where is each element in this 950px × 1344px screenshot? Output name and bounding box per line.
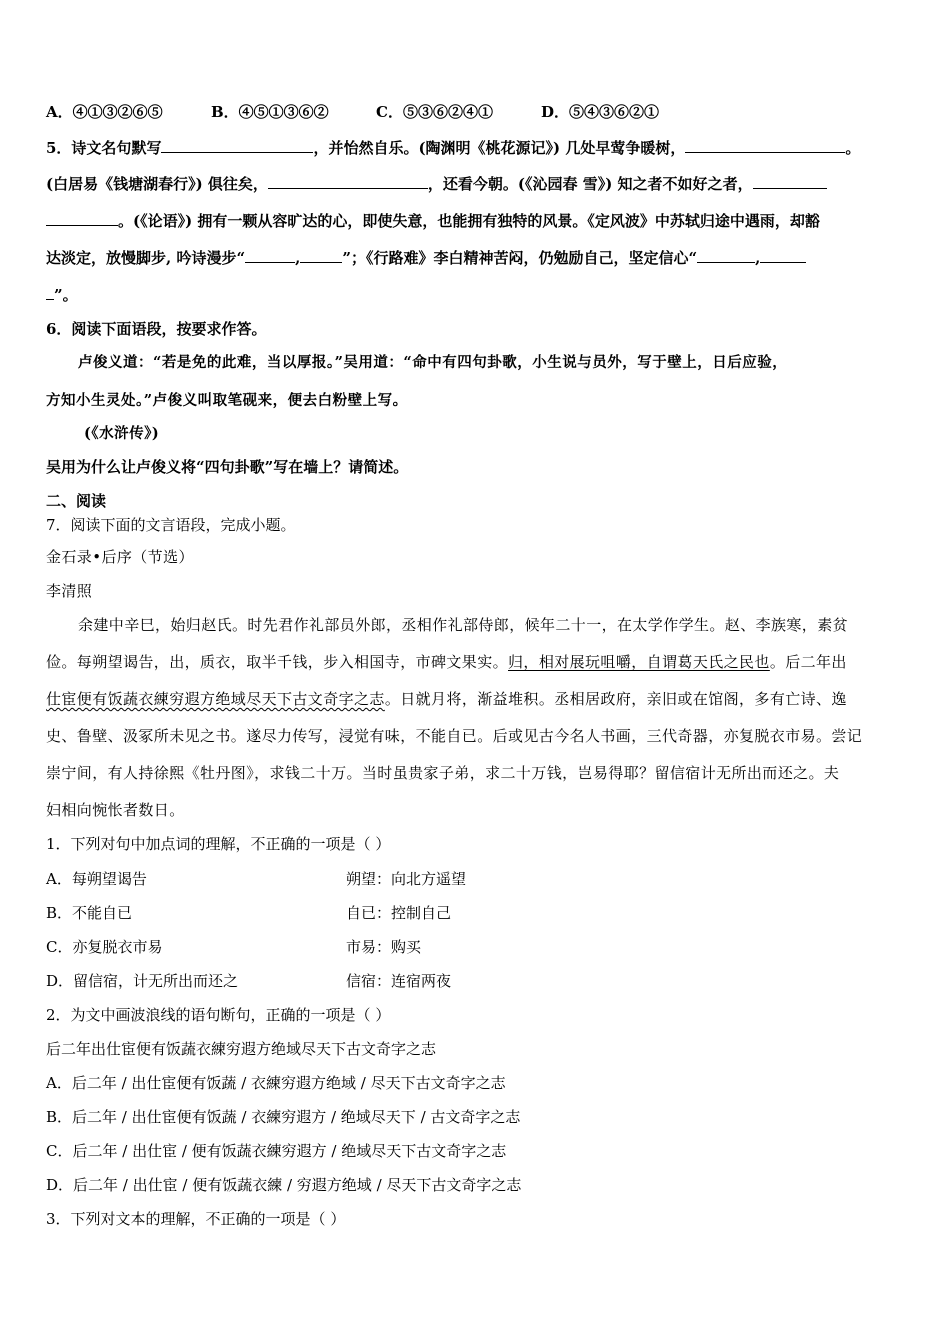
passage-text: 。日就月将，渐益堆积。丞相居政府，亲旧或在馆阁，多有亡诗、逸 (384, 690, 847, 708)
q7-work-title: 金石录•后序（节选） (46, 548, 194, 566)
q4-option-d: D．⑤④③⑥②① (541, 103, 660, 121)
sub1-option-c[interactable] (46, 936, 910, 958)
q6-question: 吴用为什么让卢俊义将“四句卦歌”写在墙上？请简述。 (46, 458, 409, 476)
passage-text: 。后二年出 (769, 653, 847, 671)
q5-text: 。(《论语》) 拥有一颗从容旷达的心，即使失意，也能拥有独特的风景。《定风波》中苏轼归途中遇雨，却豁 (118, 212, 820, 230)
option-gloss: 市易：购买 (346, 938, 422, 956)
q5-text: ，还看今朝。(《沁园春 雪》) 知之者不如好之者， (427, 175, 753, 193)
answer-blank[interactable] (300, 246, 342, 263)
q7-passage-line-1: 余建中辛巳，始归赵氏。时先君作礼部员外郎，丞相作礼部侍郎，候年二十一，在太学作学生。赵、李族寒，素贫 (78, 616, 849, 634)
option-gloss: 自已：控制自己 (346, 904, 452, 922)
option-label: C．亦复脱衣市易 (46, 938, 163, 956)
q4-option-a: A．④①③②⑥⑤ (46, 103, 163, 121)
q5-line-3 (46, 209, 910, 232)
q7-passage-line-2 (46, 651, 910, 673)
q7-passage-line-3 (46, 688, 910, 710)
q7-title: 7．阅读下面的文言语段，完成小题。 (46, 516, 296, 534)
q5-text: , (295, 249, 301, 267)
answer-blank[interactable] (685, 136, 845, 153)
sub2-option-d[interactable]: D．后二年 / 出仕宦 / 便有饭蔬衣練 / 穷遐方绝域 / 尽天下古文奇字之志 (46, 1176, 522, 1194)
q6-title: 6．阅读下面语段，按要求作答。 (46, 320, 267, 338)
q5-text: 。 (845, 139, 861, 157)
q4-options (46, 101, 910, 123)
q5-text: , (755, 249, 761, 267)
sub3-title: 3．下列对文本的理解，不正确的一项是（ ） (46, 1210, 346, 1228)
q4-option-c: C．⑤③⑥②④① (376, 103, 493, 121)
answer-blank[interactable] (760, 246, 806, 263)
sub2-option-b[interactable]: B．后二年 / 出仕宦便有饭蔬 / 衣練穷遐方 / 绝域尽天下 / 古文奇字之志 (46, 1108, 521, 1126)
q5-line-4 (46, 246, 910, 269)
answer-blank[interactable] (46, 209, 118, 226)
underlined-sentence: 归，相对展玩咀嚼，自谓葛天氏之民也 (508, 653, 770, 671)
q5-line-5 (46, 283, 910, 306)
q5-text: 5．诗文名句默写 (46, 139, 162, 157)
answer-blank[interactable] (697, 246, 755, 263)
q5-line-2 (46, 172, 910, 195)
passage-text: 俭。每朔望谒告，出，质衣，取半千钱，步入相国寺，市碑文果实。 (46, 653, 509, 671)
sub1-option-d[interactable] (46, 970, 910, 992)
option-label: B．不能自已 (46, 904, 133, 922)
sub2-option-c[interactable]: C．后二年 / 出仕宦 / 便有饭蔬衣練穷遐方 / 绝域尽天下古文奇字之志 (46, 1142, 507, 1160)
option-label: D．留信宿，计无所出而还之 (46, 972, 239, 990)
q5-line-1 (46, 136, 910, 159)
section-heading: 二、阅读 (46, 492, 107, 510)
answer-blank[interactable] (161, 136, 313, 153)
q6-passage-line-1: 卢俊义道：“若是免的此难，当以厚报。”吴用道：“命中有四句卦歌，小生说与员外，写于壁上，日后应验， (78, 354, 788, 371)
q7-author: 李清照 (46, 582, 93, 600)
option-gloss: 朔望：向北方遥望 (346, 870, 467, 888)
sub2-sentence: 后二年出仕宦便有饭蔬衣練穷遐方绝域尽天下古文奇字之志 (46, 1040, 437, 1058)
wavy-underlined-sentence: 仕宦便有饭蔬衣練穷遐方绝域尽天下古文奇字之志 (46, 690, 385, 708)
answer-blank[interactable] (753, 172, 827, 189)
q5-text: ”；《行路难》李白精神苦闷，仍勉励自己，坚定信心“ (342, 249, 698, 267)
q5-text: (白居易《钱塘湖春行》) 俱往矣， (46, 175, 268, 193)
q7-passage-line-6: 妇相向惋怅者数日。 (46, 801, 185, 819)
sub1-option-a[interactable] (46, 868, 910, 890)
q7-passage-line-4: 史、鲁壁、汲冢所未见之书。遂尽力传写，浸觉有味，不能自已。后或见古今名人书画，三代奇器，亦复脱衣市易。尝记 (46, 727, 863, 745)
answer-blank[interactable] (245, 246, 295, 263)
q5-text: ”。 (54, 286, 78, 304)
sub2-option-a[interactable]: A．后二年 / 出仕宦便有饭蔬 / 衣練穷遐方绝域 / 尽天下古文奇字之志 (46, 1074, 506, 1092)
sub1-title: 1．下列对句中加点词的理解，不正确的一项是（ ） (46, 835, 391, 853)
sub2-title: 2．为文中画波浪线的语句断句，正确的一项是（ ） (46, 1006, 391, 1024)
answer-blank[interactable] (268, 172, 428, 189)
option-gloss: 信宿：连宿两夜 (346, 972, 452, 990)
sub1-option-b[interactable] (46, 902, 910, 924)
q5-text: ，并怡然自乐。(陶渊明《桃花源记》) 几处早莺争暖树， (313, 139, 686, 157)
q7-passage-line-5: 崇宁间，有人持徐熙《牡丹图》，求钱二十万。当时虽贵家子弟，求二十万钱，岂易得耶？留信宿计无所出而还之。夫 (46, 764, 840, 782)
answer-blank[interactable] (46, 283, 54, 300)
q6-source: (《水浒传》) (84, 425, 160, 442)
q6-passage-line-2: 方知小生灵处。”卢俊义叫取笔砚来，便去白粉壁上写。 (46, 392, 408, 409)
option-label: A．每朔望谒告 (46, 870, 147, 888)
q5-text: 达淡定，放慢脚步, 吟诗漫步“ (46, 249, 246, 267)
q4-option-b: B．④⑤①③⑥② (211, 103, 329, 121)
